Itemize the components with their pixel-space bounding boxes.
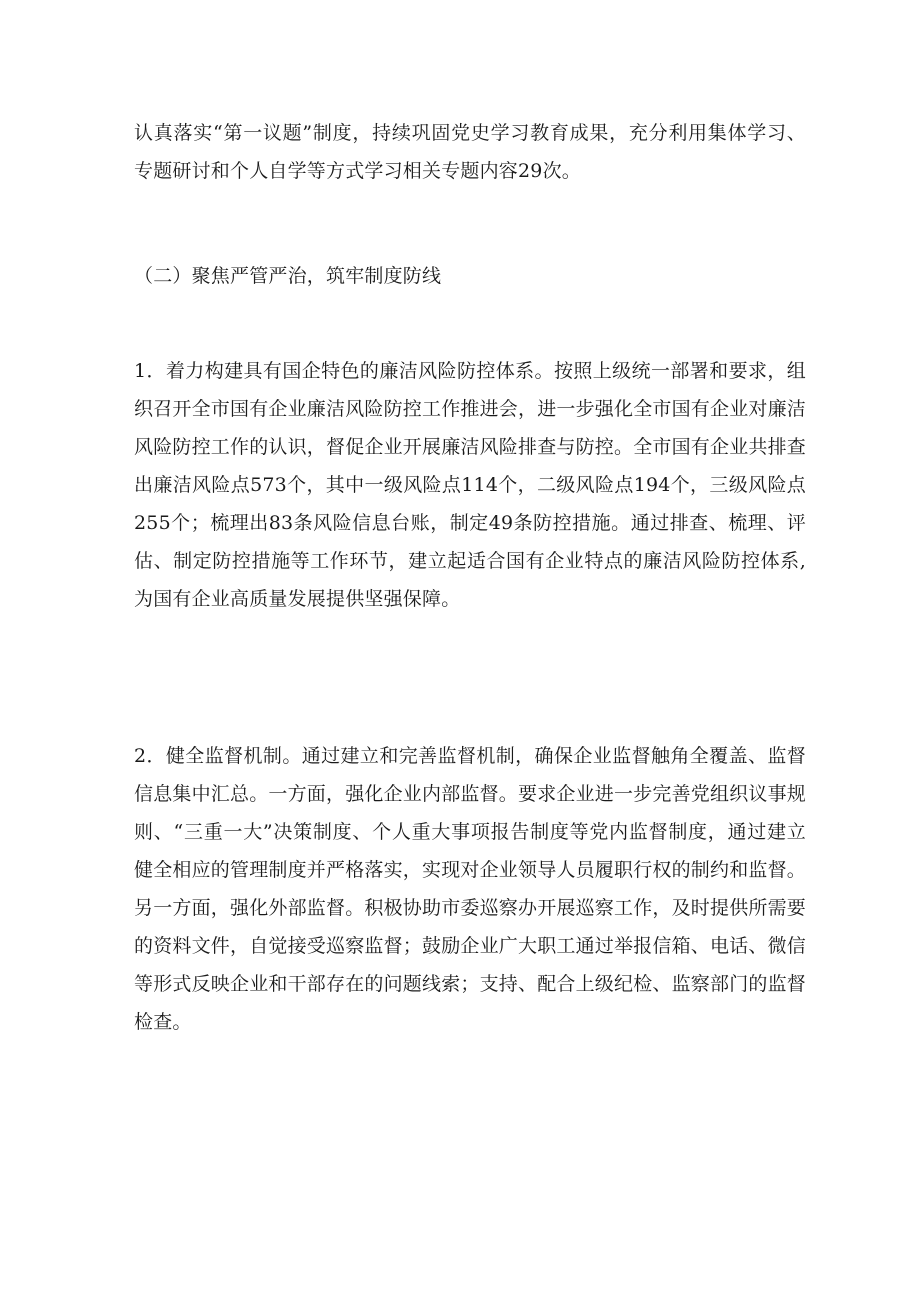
section-heading: （二）聚焦严管严治，筑牢制度防线: [134, 265, 442, 287]
paragraph-intro-continuation: 认真落实“第一议题”制度，持续巩固党史学习教育成果，充分利用集体学习、专题研讨和个人自学等方式学习相关专题内容29次。: [134, 122, 806, 182]
paragraph-item-1: 1．着力构建具有国企特色的廉洁风险防控体系。按照上级统一部署和要求，组织召开全市国有企业廉洁风险防控工作推进会，进一步强化全市国有企业对廉洁风险防控工作的认识，督促企业开展廉洁风险排查与防控。全市国有企业共排查出廉洁风险点573个，其中一级风险点114个，二级风险点194个，三级风险点255个；梳理出83条风险信息台账，制定49条防控措施。通过排查、梳理、评估、制定防控措施等工作环节，建立起适合国有企业特点的廉洁风险防控体系,为国有企业高质量发展提供坚强保障。: [134, 360, 807, 610]
paragraph-item-2: 2．健全监督机制。通过建立和完善监督机制，确保企业监督触角全覆盖、监督信息集中汇总。一方面，强化企业内部监督。要求企业进一步完善党组织议事规则、“三重一大”决策制度、个人重大事项报告制度等党内监督制度，通过建立健全相应的管理制度并严格落实，实现对企业领导人员履职行权的制约和监督。另一方面，强化外部监督。积极协助市委巡察办开展巡察工作，及时提供所需要的资料文件，自觉接受巡察监督；鼓励企业广大职工通过举报信箱、电话、微信等形式反映企业和干部存在的问题线索；支持、配合上级纪检、监察部门的监督检查。: [134, 745, 807, 1033]
